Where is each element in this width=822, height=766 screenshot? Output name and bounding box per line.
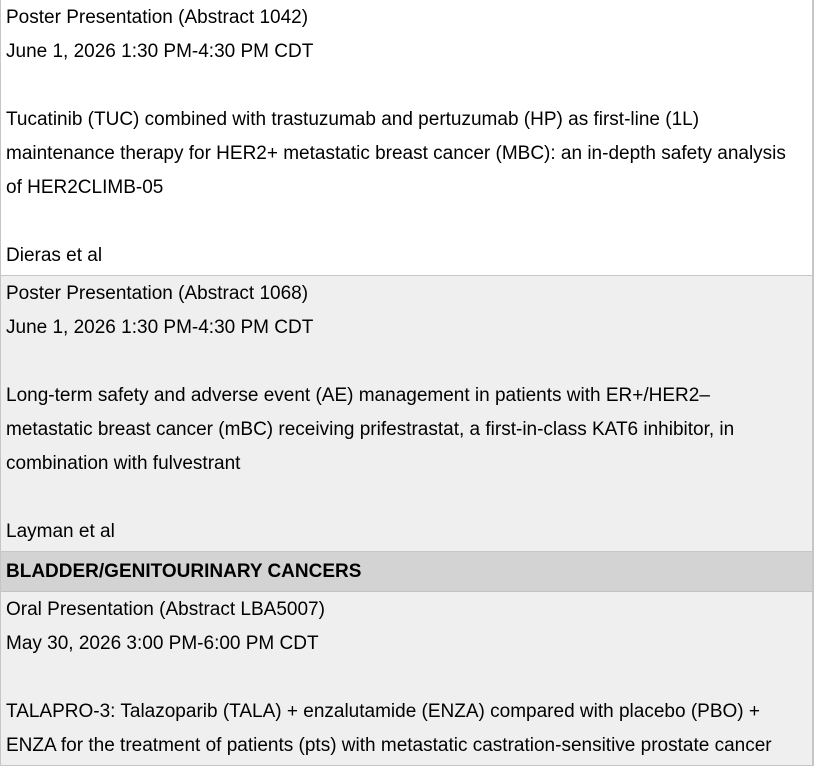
section-header-row xyxy=(1,552,812,592)
session-type: Poster Presentation (Abstract 1042) xyxy=(6,7,309,28)
table-row xyxy=(1,592,812,766)
table-row xyxy=(1,0,812,276)
session-meta xyxy=(6,1,796,69)
session-meta xyxy=(6,277,796,345)
abstract-title: Long-term safety and adverse event (AE) management in patients with ER+/HER2– metastatic breast cancer (mBC) receiving prifestrastat, a first-in-class KAT6 inhibitor, in combination with fulvestrant xyxy=(6,385,735,474)
session-type: Oral Presentation (Abstract LBA5007) xyxy=(6,599,325,620)
session-meta xyxy=(6,593,796,661)
table-row xyxy=(1,276,812,552)
section-header-label: BLADDER/GENITOURINARY CANCERS xyxy=(6,561,362,582)
abstract-authors: Layman et al xyxy=(6,521,115,542)
session-datetime: June 1, 2026 1:30 PM-4:30 PM CDT xyxy=(6,41,314,62)
abstract-authors: Dieras et al xyxy=(6,245,103,266)
session-type: Poster Presentation (Abstract 1068) xyxy=(6,283,309,304)
abstract-title: Tucatinib (TUC) combined with trastuzumab and pertuzumab (HP) as first-line (1L) maintenance therapy for HER2+ metastatic breast cancer (MBC): an in-depth safety analysis of HER2CLIMB-05 xyxy=(6,109,786,198)
abstract-title: TALAPRO-3: Talazoparib (TALA) + enzalutamide (ENZA) compared with placebo (PBO) + ENZA for the treatment of patients (pts) with metastatic castration-sensitive prostate cancer xyxy=(6,701,772,756)
session-datetime: May 30, 2026 3:00 PM-6:00 PM CDT xyxy=(6,633,319,654)
session-datetime: June 1, 2026 1:30 PM-4:30 PM CDT xyxy=(6,317,314,338)
